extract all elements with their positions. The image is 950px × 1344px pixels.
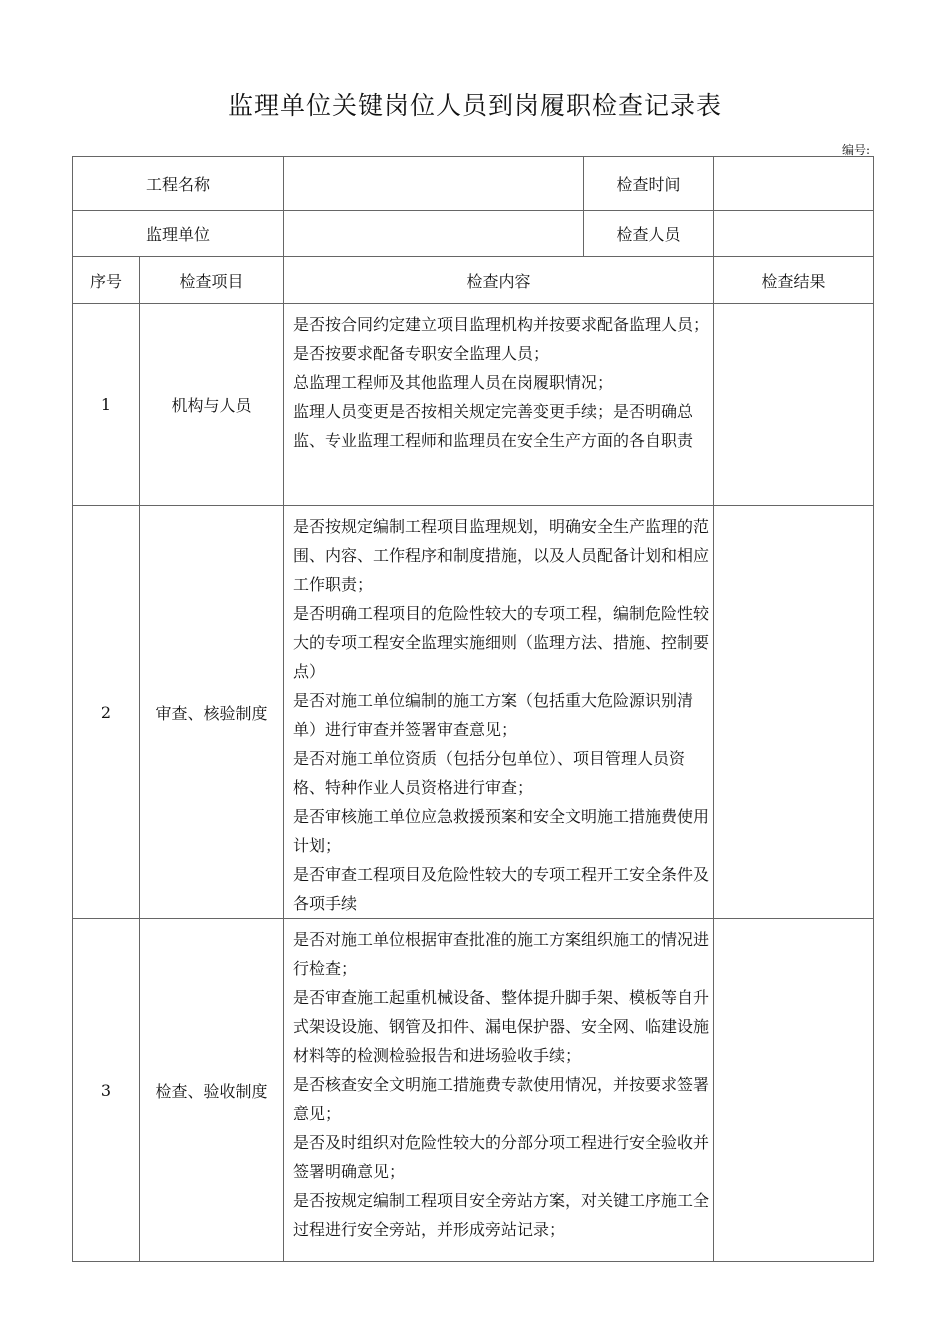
table-row bbox=[73, 304, 874, 506]
content-line: 是否对施工单位编制的施工方案（包括重大危险源识别清单）进行审查并签署审查意见； bbox=[293, 691, 694, 739]
table-row bbox=[73, 157, 874, 211]
table-row bbox=[73, 919, 874, 1262]
content-line: 是否按合同约定建立项目监理机构并按要求配备监理人员； bbox=[293, 315, 710, 334]
check-time-label: 检查时间 bbox=[584, 157, 714, 211]
row-content bbox=[284, 506, 714, 919]
content-line: 是否核查安全文明施工措施费专款使用情况，并按要求签署意见； bbox=[293, 1075, 710, 1123]
content-line: 是否及时组织对危险性较大的分部分项工程进行安全验收并签署明确意见； bbox=[293, 1133, 710, 1181]
project-name-label: 工程名称 bbox=[73, 157, 284, 211]
inspection-record-table bbox=[72, 156, 874, 1262]
row-item: 检查、验收制度 bbox=[140, 919, 284, 1262]
content-line: 监理人员变更是否按相关规定完善变更手续；是否明确总监、专业监理工程师和监理员在安全生产方面的各自职责 bbox=[293, 402, 694, 450]
content-line: 是否审查工程项目及危险性较大的专项工程开工安全条件及各项手续 bbox=[293, 865, 710, 913]
table-row bbox=[73, 506, 874, 919]
row-result[interactable] bbox=[714, 304, 874, 506]
row-result[interactable] bbox=[714, 919, 874, 1262]
table-row bbox=[73, 211, 874, 257]
check-time-value[interactable] bbox=[714, 157, 874, 211]
serial-number-label: 编号: bbox=[841, 143, 870, 157]
column-header-item: 检查项目 bbox=[140, 257, 284, 304]
row-result[interactable] bbox=[714, 506, 874, 919]
content-line: 是否按规定编制工程项目监理规划，明确安全生产监理的范围、内容、工作程序和制度措施，以及人员配备计划和相应工作职责； bbox=[293, 517, 710, 594]
content-line: 是否按规定编制工程项目安全旁站方案，对关键工序施工全过程进行安全旁站，并形成旁站记录； bbox=[293, 1191, 710, 1239]
content-line: 是否对施工单位根据审查批准的施工方案组织施工的情况进行检查； bbox=[293, 930, 710, 978]
content-line: 是否对施工单位资质（包括分包单位）、项目管理人员资格、特种作业人员资格进行审查； bbox=[293, 749, 686, 797]
column-header-result: 检查结果 bbox=[714, 257, 874, 304]
content-line: 总监理工程师及其他监理人员在岗履职情况； bbox=[293, 373, 614, 392]
content-line: 是否按要求配备专职安全监理人员； bbox=[293, 344, 550, 363]
inspector-value[interactable] bbox=[714, 211, 874, 257]
row-content bbox=[284, 919, 714, 1262]
row-no: 3 bbox=[73, 919, 140, 1262]
inspector-label: 检查人员 bbox=[584, 211, 714, 257]
row-item: 机构与人员 bbox=[140, 304, 284, 506]
content-line: 是否审查施工起重机械设备、整体提升脚手架、模板等自升式架设设施、钢管及扣件、漏电保护器、安全网、临建设施材料等的检测检验报告和进场验收手续； bbox=[293, 988, 710, 1065]
column-header-row bbox=[73, 257, 874, 304]
row-item: 审查、核验制度 bbox=[140, 506, 284, 919]
supervisor-label: 监理单位 bbox=[73, 211, 284, 257]
row-no: 1 bbox=[73, 304, 140, 506]
project-name-value[interactable] bbox=[284, 157, 584, 211]
row-no: 2 bbox=[73, 506, 140, 919]
content-line: 是否审核施工单位应急救援预案和安全文明施工措施费使用计划； bbox=[293, 807, 710, 855]
column-header-content: 检查内容 bbox=[284, 257, 714, 304]
row-content bbox=[284, 304, 714, 506]
column-header-no: 序号 bbox=[73, 257, 140, 304]
content-line: 是否明确工程项目的危险性较大的专项工程，编制危险性较大的专项工程安全监理实施细则（监理方法、措施、控制要点） bbox=[293, 604, 710, 681]
supervisor-value[interactable] bbox=[284, 211, 584, 257]
page-title: 监理单位关键岗位人员到岗履职检查记录表 bbox=[227, 91, 722, 120]
